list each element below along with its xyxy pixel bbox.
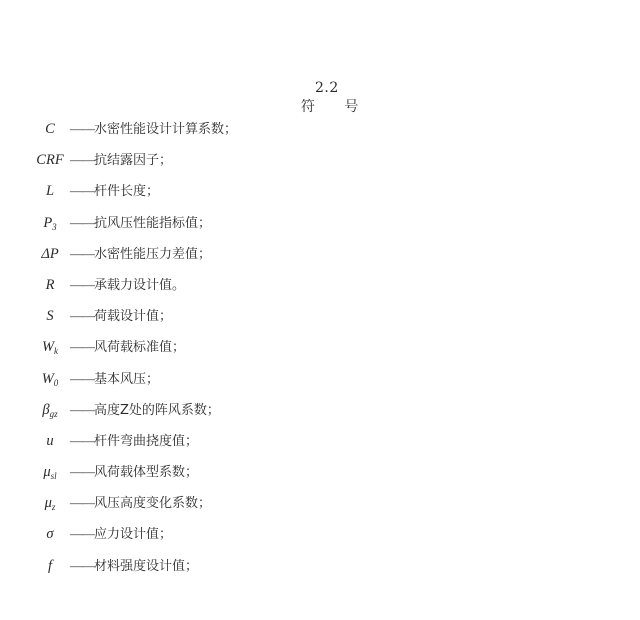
symbol-row [0,306,640,337]
em-dash: —— [70,432,94,448]
symbol-base: σ [46,526,54,543]
description-text: 荷载设计值； [94,309,173,325]
section-number: 2.2 [315,80,339,96]
description-text: 承载力设计值。 [94,277,186,293]
symbol-row [0,213,640,244]
description-text: 材料强度设计值； [94,558,199,574]
symbol-base: L [45,183,55,200]
em-dash: —— [70,526,94,542]
em-dash: —— [70,152,94,168]
symbol-base: μ [44,495,52,512]
symbol-description [70,181,159,202]
symbol-base: ΔP [41,245,59,262]
symbol-base: u [46,432,54,449]
symbol-base: W [41,339,55,356]
description-text: 抗结露因子； [94,153,173,169]
symbol-subscript: gz [49,408,58,419]
symbol-row [0,150,640,181]
symbol-row [0,275,640,306]
symbol-description [70,119,237,140]
symbol-description [70,244,211,265]
description-text: 高度Z处的阵风系数； [94,402,220,418]
description-text: 风荷载标准值； [94,340,186,356]
symbol-row [0,493,640,524]
symbol-description [70,493,211,514]
symbol-row [0,181,640,212]
em-dash: —— [70,557,94,573]
symbol-base: R [45,276,55,293]
symbol-description [70,369,159,390]
symbol-description [70,337,185,358]
symbol-description [70,524,172,545]
symbol-description [70,462,198,483]
symbol-row [0,337,640,368]
em-dash: —— [70,401,94,417]
em-dash: —— [70,183,94,199]
em-dash: —— [70,276,94,292]
description-text: 抗风压性能指标值； [94,215,212,231]
symbol-subscript: sl [50,471,57,482]
em-dash: —— [70,370,94,386]
symbol-row [0,244,640,275]
symbol-description [70,400,220,421]
symbol-row [0,556,640,587]
symbol-description [70,213,211,234]
em-dash: —— [70,495,94,511]
description-text: 杆件长度； [94,184,160,200]
description-text: 应力设计值； [94,527,173,543]
description-text: 杆件弯曲挠度值； [94,433,199,449]
symbol-subscript: 0 [53,377,59,388]
description-text: 水密性能设计计算系数； [94,122,238,137]
symbol-subscript: 3 [52,221,57,232]
em-dash: —— [70,464,94,480]
description-text: 基本风压； [94,371,160,387]
symbol-base: CRF [36,152,64,169]
symbol-subscript: k [54,346,59,357]
symbol-base: S [46,308,54,325]
symbol-base: μ [43,464,51,481]
symbol-row [0,119,640,150]
em-dash: —— [70,121,94,136]
symbol-row [0,400,640,431]
em-dash: —— [70,214,94,230]
symbol-row [0,524,640,555]
section-title: 符 号 [300,99,359,115]
symbol-description [70,431,198,452]
symbol-description [70,556,198,577]
symbol-description [70,150,172,171]
symbol-list [0,119,640,587]
description-text: 风荷载体型系数； [94,465,199,481]
symbol-base: P [43,214,53,231]
symbol-base: β [42,401,50,418]
symbol-row [0,462,640,493]
symbol-subscript: z [51,502,56,513]
symbol-base: C [45,121,55,137]
symbol-base: W [41,370,54,387]
symbol-base: f [47,557,53,574]
em-dash: —— [70,245,94,261]
symbol-row [0,431,640,462]
symbol-row [0,369,640,400]
symbol-description [70,306,172,327]
description-text: 水密性能压力差值； [94,246,212,262]
description-text: 风压高度变化系数； [94,496,212,512]
symbol-description [70,275,185,296]
em-dash: —— [70,308,94,324]
em-dash: —— [70,339,94,355]
